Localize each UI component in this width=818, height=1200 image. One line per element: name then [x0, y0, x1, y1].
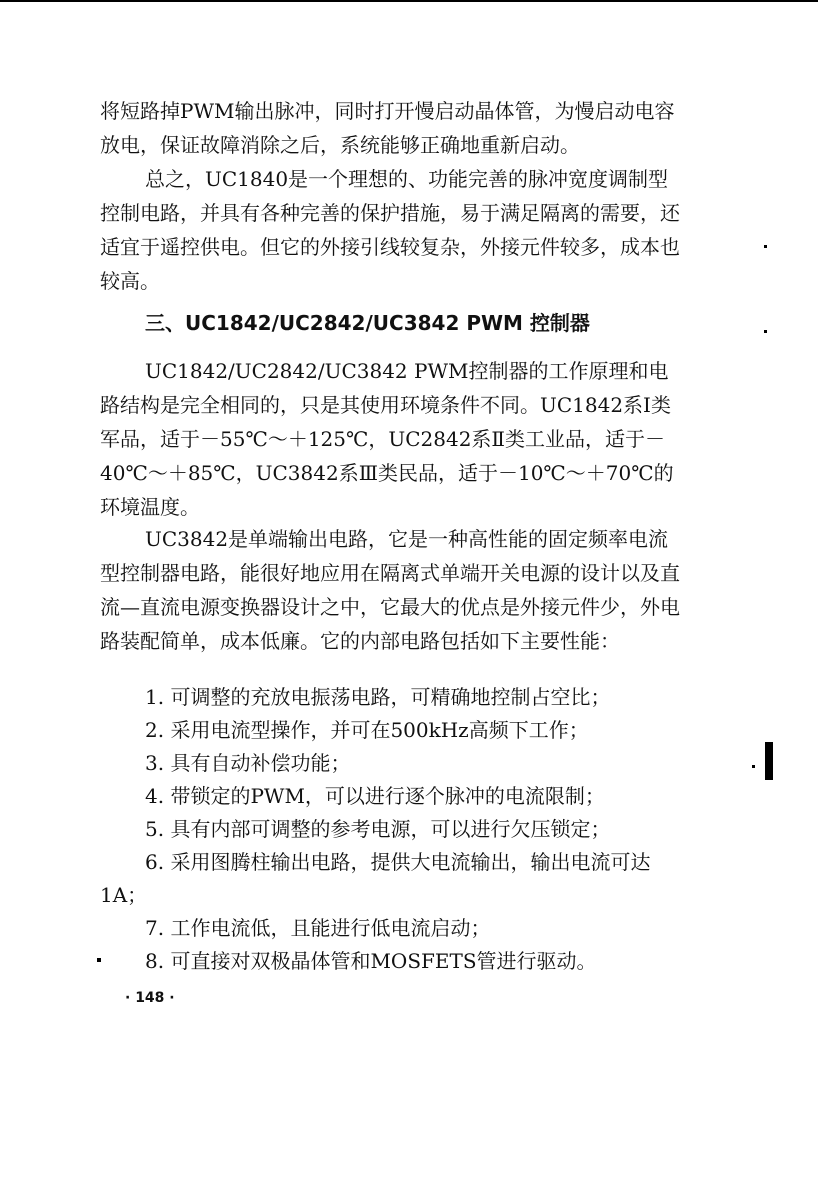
- scan-speck: [764, 330, 767, 333]
- scan-speck: [752, 765, 755, 768]
- feature-item: 7. 工作电流低，且能进行低电流启动；: [145, 916, 491, 940]
- scan-mark: [765, 742, 773, 780]
- paragraph-models: UC1842/UC2842/UC3842 PWM控制器的工作原理和电路结构是完全相同的，只是其使用环境条件不同。UC1842系Ⅰ类军品，适于－55℃～＋125℃，UC2842系Ⅱ类工业品，适于－40℃～＋85℃，UC3842系Ⅲ类民品，适于－10℃～＋70℃的环境温度。: [100, 359, 674, 519]
- feature-item: 6. 采用图腾柱输出电路，提供大电流输出，输出电流可达1A；: [100, 850, 651, 907]
- feature-item: 2. 采用电流型操作，并可在500kHz高频下工作；: [145, 718, 589, 742]
- scan-speck: [764, 245, 767, 248]
- scan-speck: [97, 958, 101, 962]
- feature-item: 8. 可直接对双极晶体管和MOSFETS管进行驱动。: [145, 949, 597, 973]
- top-rule: [0, 0, 818, 2]
- feature-item: 5. 具有内部可调整的参考电源，可以进行欠压锁定；: [145, 817, 611, 841]
- paragraph-continuation: 将短路掉PWM输出脉冲，同时打开慢启动晶体管，为慢启动电容放电，保证故障消除之后，系统能够正确地重新启动。: [100, 99, 675, 157]
- feature-item: 1. 可调整的充放电振荡电路，可精确地控制占空比；: [145, 685, 611, 709]
- page-number: · 148 ·: [125, 990, 175, 1006]
- feature-item: 3. 具有自动补偿功能；: [145, 751, 351, 775]
- paragraph-uc3842-intro: UC3842是单端输出电路，它是一种高性能的固定频率电流型控制器电路，能很好地应用在隔离式单端开关电源的设计以及直流—直流电源变换器设计之中，它最大的优点是外接元件少，外电路装配简单，成本低廉。它的内部电路包括如下主要性能：: [100, 527, 680, 653]
- feature-list: [100, 681, 685, 978]
- feature-item: 4. 带锁定的PWM，可以进行逐个脉冲的电流限制；: [145, 784, 605, 808]
- paragraph-summary: 总之，UC1840是一个理想的、功能完善的脉冲宽度调制型控制电路，并具有各种完善的保护措施，易于满足隔离的需要，还适宜于遥控供电。但它的外接引线较复杂，外接元件较多，成本也较高。: [100, 167, 680, 293]
- section-heading: 三、UC1842/UC2842/UC3842 PWM 控制器: [145, 311, 590, 335]
